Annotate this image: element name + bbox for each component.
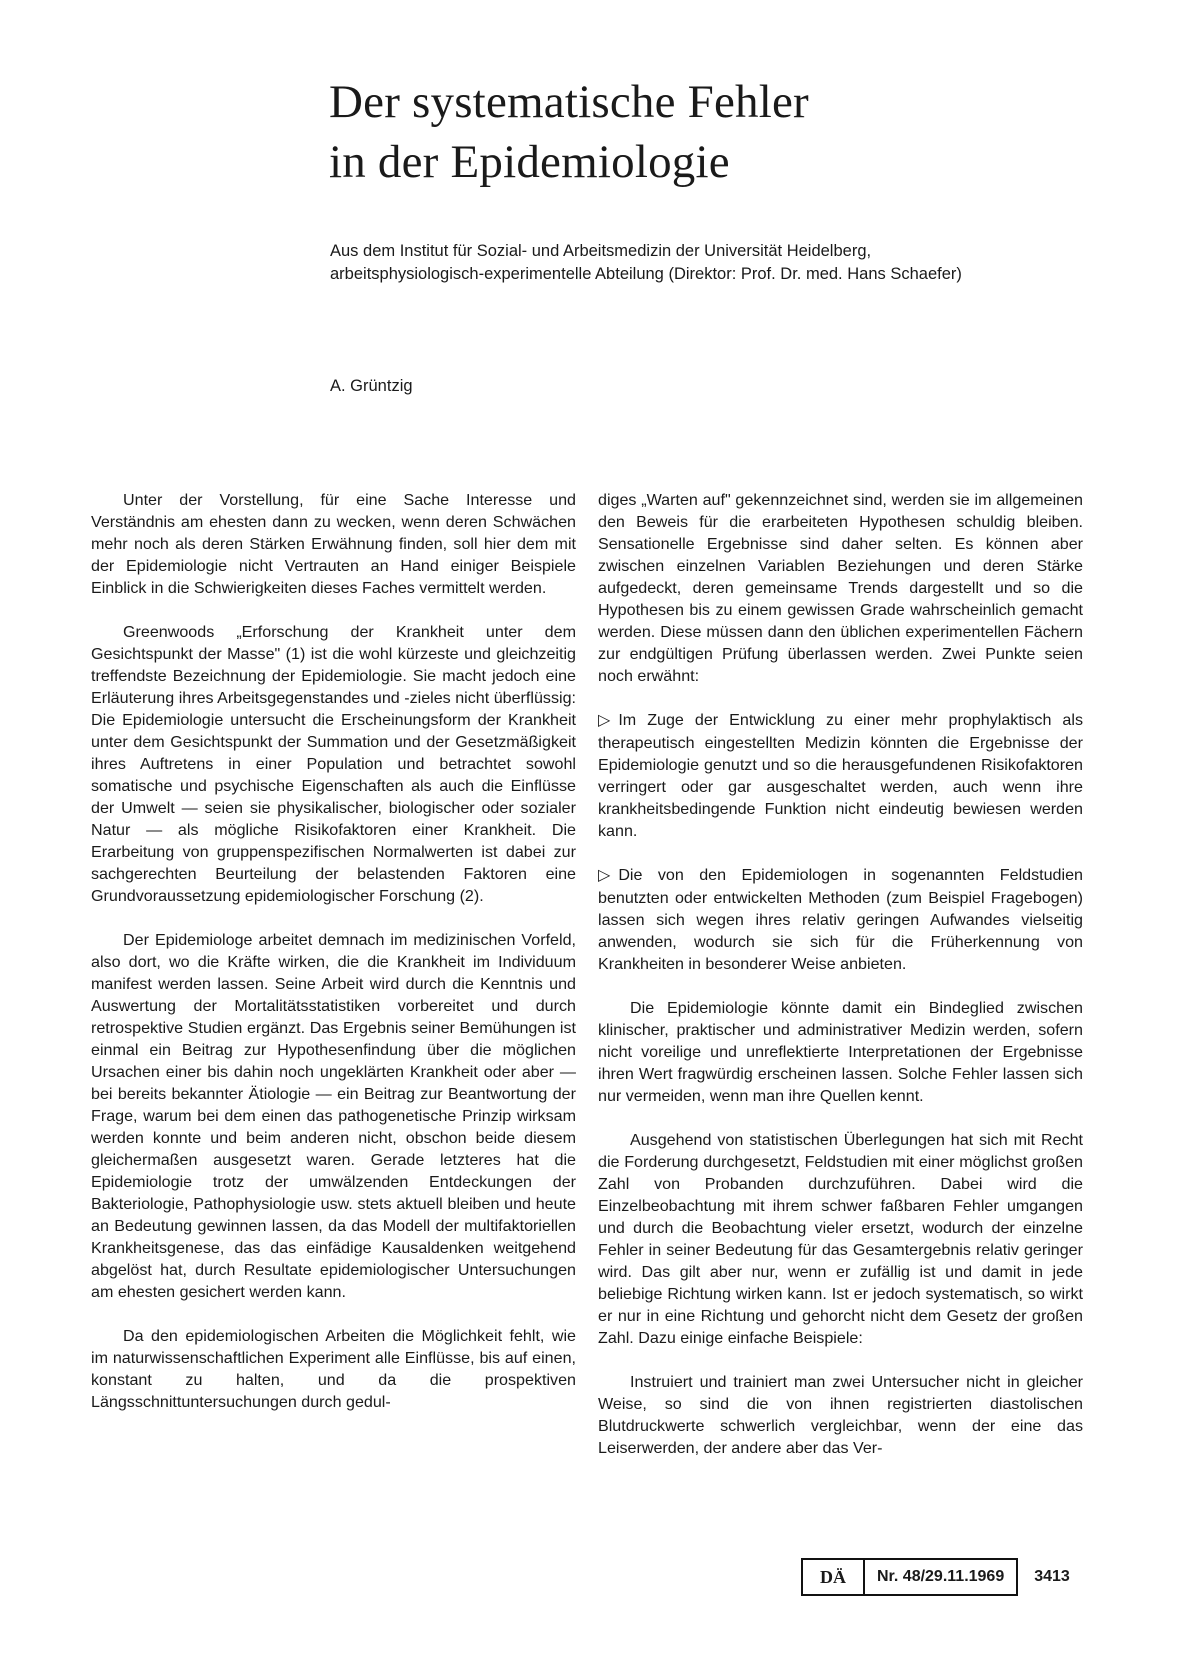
paragraph: diges „Warten auf" gekennzeichnet sind, werden sie im allgemeinen den Beweis für die erarbeiteten Hypothesen schuldig bleiben. Sensationelle Ergebnisse sind daher selten. Es können aber zwischen einzelnen Variablen Beziehungen und deren Stärke aufgedeckt, deren gemeinsame Trends dargestellt und so die Hypothesen bis zu einem gewissen Grade wahrscheinlich gemacht werden. Diese müssen dann den üblichen experimentellen Fächern zur endgültigen Prüfung überlassen werden. Zwei Punkte seien noch erwähnt: (598, 491, 1083, 685)
paragraph: Ausgehend von statistischen Überlegungen hat sich mit Recht die Forderung durchgesetzt, Feldstudien mit einer möglichst großen Zahl von Probanden durchzuführen. Dabei wird die Einzelbeobachtung mit ihrem schwer faßbaren Fehler umgangen und durch die Beobachtung vieler ersetzt, wodurch der einzelne Fehler in seiner Bedeutung für das Gesamtergebnis relativ geringer wird. Das gilt aber nur, wenn er zufällig ist und damit in jede beliebige Richtung wirken kann. Ist er jedoch systematisch, so wirkt er nur in eine Richtung und gehorcht nicht dem Gesetz der großen Zahl. Dazu einige einfache Beispiele: (598, 1131, 1083, 1347)
author: A. Grüntzig (330, 377, 413, 395)
paragraph: Da den epidemiologischen Arbeiten die Möglichkeit fehlt, wie im naturwissenschaftlichen Experiment alle Einflüsse, bis auf einen, konstant zu halten, und da die prospektiven Längsschnittuntersuchungen durch gedul- (91, 1327, 576, 1411)
bullet-item (598, 864, 1083, 975)
journal-mark: DÄ (803, 1560, 865, 1594)
issue-label: Nr. 48/29.11.1969 (877, 1568, 1005, 1585)
affiliation (330, 240, 1110, 286)
paragraph: Der Epidemiologe arbeitet demnach im medizinischen Vorfeld, also dort, wo die Kräfte wirken, die die Krankheit im Individuum manifest werden lassen. Seine Arbeit wird durch die Kenntnis und Auswertung der Mortalitätsstatistiken vorbereitet und durch retrospektive Studien ergänzt. Das Ergebnis seiner Bemühungen ist einmal ein Beitrag zur Hypothesenfindung über die möglichen Ursachen einer bis dahin noch ungeklärten Krankheit oder aber — bei bereits bekannter Ätiologie — ein Beitrag zur Beantwortung der Frage, warum bei dem einen das pathogenetische Prinzip wirksam werden konnte und beim anderen nicht, obschon beide diesem gleichermaßen ausgesetzt waren. Gerade letzteres hat die Epidemiologie trotz der umwälzenden Entdeckungen der Bakteriologie, Pathophysiologie usw. stets aktuell bleiben und heute an Bedeutung gewinnen lassen, da das Modell der multifaktoriellen Krankheitsgenese, das das einfädige Kausaldenken weitgehend abgelöst hat, durch Resultate epidemiologischer Untersuchungen am ehesten gesichert werden kann. (91, 931, 576, 1301)
affiliation-line-2: arbeitsphysiologisch-experimentelle Abteilung (Direktor: Prof. Dr. med. Hans Schaefer) (330, 265, 962, 283)
bullet-text: Im Zuge der Entwicklung zu einer mehr prophylaktisch als therapeutisch eingestellten Medizin könnten die Ergebnisse der Epidemiologie genutzt und so die herausgefundenen Risikofaktoren verringert oder gar ausgeschaltet werden, auch wenn ihre krankheitsbedingende Funktion nicht eindeutig bewiesen werden kann. (598, 711, 1083, 840)
bullet-text: Die von den Epidemiologen in sogenannten Feldstudien benutzten oder entwickelten Methoden (zum Beispiel Fragebogen) lassen sich wegen ihres relativ geringen Aufwandes vielseitig anwenden, wodurch sie sich für die Früherkennung von Krankheiten in besonderer Weise anbieten. (598, 866, 1083, 973)
title-line-1: Der systematische Fehler (329, 76, 809, 128)
journal-badge (801, 1558, 1018, 1596)
paragraph: Instruiert und trainiert man zwei Untersucher nicht in gleicher Weise, so sind die von ihnen registrierten diastolischen Blutdruckwerte schwerlich vergleichbar, wenn der eine das Leiserwerden, der andere aber das Ver- (598, 1373, 1083, 1457)
affiliation-line-1: Aus dem Institut für Sozial- und Arbeitsmedizin der Universität Heidelberg, (330, 242, 872, 260)
right-column (598, 489, 1083, 1481)
page-number: 3413 (1034, 1568, 1070, 1585)
page-footer (801, 1558, 1070, 1596)
paragraph: Greenwoods „Erforschung der Krankheit unter dem Gesichtspunkt der Masse" (1) ist die wohl kürzeste und gleichzeitig treffendste Bezeichnung der Epidemiologie. Sie macht jedoch eine Erläuterung ihres Arbeitsgegenstandes und -zieles nicht überflüssig: Die Epidemiologie untersucht die Erscheinungsform der Krankheit unter dem Gesichtspunkt der Summation und der Gesetzmäßigkeit ihres Auftretens in einer Population und betrachtet sowohl somatische und psychische Eigenschaften als auch die Einflüsse der Umwelt — seien sie physikalischer, biologischer oder sozialer Natur — als mögliche Risikofaktoren einer Krankheit. Die Erarbeitung von gruppenspezifischen Normalwerten ist dabei zur sachgerechten Beurteilung der belastenden Faktoren eine Grundvoraussetzung epidemiologischer Forschung (2). (91, 623, 576, 905)
article-title (329, 72, 1129, 192)
triangle-bullet-icon: ▷ (598, 867, 611, 884)
triangle-bullet-icon: ▷ (598, 712, 611, 729)
title-line-2: in der Epidemiologie (329, 136, 730, 188)
paragraph: Unter der Vorstellung, für eine Sache Interesse und Verständnis am ehesten dann zu wecken, wenn deren Schwächen mehr noch als deren Stärken Erwähnung finden, soll hier dem mit der Epidemiologie nicht Vertrauten an Hand einiger Beispiele Einblick in die Schwierigkeiten dieses Faches vermittelt werden. (91, 491, 576, 597)
bullet-item (598, 709, 1083, 842)
left-column (91, 489, 576, 1435)
paragraph: Die Epidemiologie könnte damit ein Bindeglied zwischen klinischer, praktischer und administrativer Medizin werden, sofern nicht voreilige und unreflektierte Interpretationen der Ergebnisse ihren Wert fragwürdig erscheinen lassen. Solche Fehler lassen sich nur vermeiden, wenn man ihre Quellen kennt. (598, 999, 1083, 1105)
